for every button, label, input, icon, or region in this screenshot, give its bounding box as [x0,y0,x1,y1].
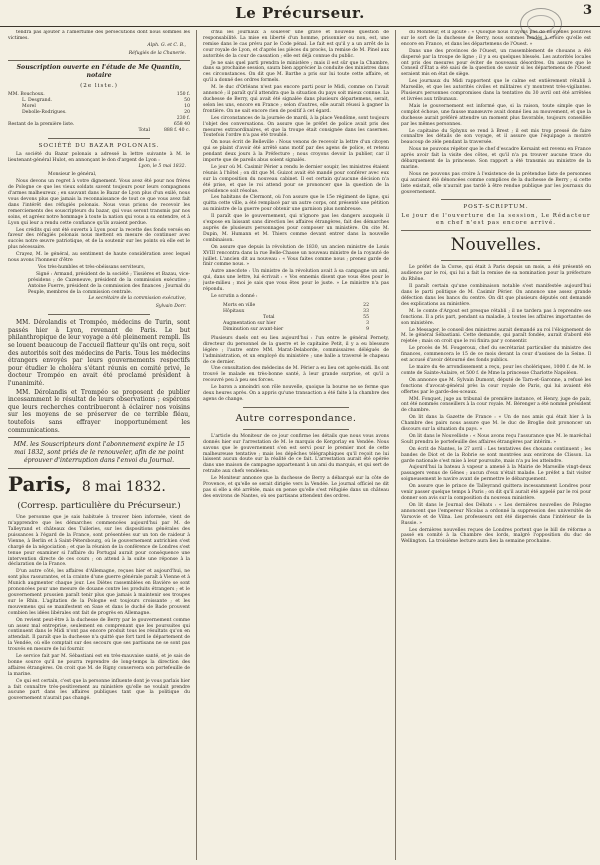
article-paragraph: Nous ne pouvons répéter que le chef d'escadre Kersaint est revenu en France après avoir fait la visite des côtes, et qu'il n'a pu trouver aucune trace du débarquement de la princesse. Son rapport a été transmis au ministre de la marine. [401,147,591,170]
article-paragraph: Le capitaine du Sphynx se rend à Brest ; il est mis trop pressé de faire connaître les détails de son voyage, et il assure que l'équipage a montré beaucoup de zèle pendant la traversée. [401,128,591,146]
total-amount: 888 f. 40 c. [163,127,190,133]
stat-label: Diminution sur avant-hier [223,326,284,332]
paris-paragraph: Une personne que je sais habituée à trouver bien informée, vient de m'apprendre que les démarches commencées aujourd'hui par M. de Talleyrand et châteaux des Tuileries, sur les dispositions générales des puissances à l'égard de la France, sont présentées sur un ton de raideur à Vienne, à Berlin et à Saint-Pétersbourg, où le gouvernement autrichien s'est chargé de la négociation ; et que la réunion de la conférence de Londres s'est tenue pour examiner si l'affaire du Portugal aurait pour conséquence une intervention directe de ces cours ; on attend à la suite une réponse à la déclaration de la France. [8,515,190,568]
subtotal-amount: 230 f. [176,115,190,121]
divider [8,60,190,61]
article-paragraph: Plusieurs duels ont eu lieu aujourd'hui : l'un entre le général Pernety, directeur du personnel de la guerre et le capitaine Petit, il y a eu blessure légère ; l'autre entre MM. Marat-Delaborde, commissaires délégués de l'administration, et un employé du ministère ; une balle a traversé le chapeau de ce dernier. [203,335,389,365]
article-paragraph: Mais le gouvernement est informé que, si la raison, toute simple que le complot échoue, une fausse manœuvre avait donné lieu au mouvement, et que la duchesse aurait préféré attendre un moment plus favorable, toujours conseillée par les mêmes personnes. [401,103,591,127]
stat-value: 55 [363,314,369,320]
bazar-place: Lyon, le 5 mai 1832. [138,164,186,170]
bazar-sig-name: Sylvain Dorr. [155,304,186,310]
article-paragraph: Je ne sais quel parti prendra le ministère ; mais il est sûr que la Chambre, dans sa prochaine session, saura bien apprécier la conduite des ministres dans ces circonstances. On dit que M. Barthe a pris sur lui toute cette affaire, et qu'il a donné des ordres formels. [203,60,389,84]
divider [401,230,591,231]
subscription-subtitle: (2e liste.) [80,82,118,89]
divider [48,314,150,315]
paris-date: 8 mai 1832. [81,479,166,496]
column-1 [8,30,190,860]
stat-value: 3 [366,320,369,326]
article-paragraph: Il paraît que le gouvernement, qui n'ignore pas les dangers auxquels il s'expose en laissant sans direction les affaires étrangères, fait des démarches auprès de plusieurs personnages pour composer un ministère. On cite M. Dupin, M. Humann et M. Thiers comme devant entrer dans la nouvelle combinaison. [203,214,389,243]
divider [441,199,551,200]
column-rule-1 [196,30,197,860]
derolandis-paragraph: MM. Dérolandis et Trompéo, médecins de Turin, sont passés hier à Lyon, revenant de Paris. Le but philanthropique de leur voyage a été pleinement rempli. Ils se louent beaucoup de l'accueil flatteur qu'ils ont reçu, soit des autorités soit des médecins de Paris. Tous les médecins étrangers envoyés par leurs gouvernements respectifs pour étudier le choléra s'étant réunis en comité privé, le docteur Trompéo en avait été proclamé président à l'unanimité. [8,319,190,388]
intro-signature-2: Réfugiés de la Chanerie. [128,50,186,56]
divider [8,468,190,469]
intro-paragraph: tendra pas ajouter à l'amertume des persécutions dont nous sommes les victimes. [8,30,190,41]
stat-label: Total [263,314,275,320]
intro-signature: Alph. G. et C. B., [147,42,186,48]
article-paragraph: Le jour où M. Casimir Périer a rendu le dernier soupir, les ministres étaient réunis à l'hôtel ; on dit que M. Guizot avait été mandé pour conférer avec eux sur la composition du nouveau cabinet. Il est certain qu'aucune décision n'a été prise, et que le roi attend pour se prononcer que la question de la présidence soit résolue. [203,164,389,194]
article-paragraph: L'article du Moniteur de ce jour confirme les détails que nous vous avons donnés hier sur l'arrestation de M. le marquis de Kergorlay en Vendée. Nous savons que le gouvernement s'en est servi pour le premier mot de cette malheureuse tentative ; mais les dépêches télégraphiques qu'il reçoit ne lui laissent aucun doute sur la réalité de ce fait. L'arrestation aurait été opérée dans une maison de campagne appartenant à un ami du marquis, et qui sert de retraite aux chefs vendéens. [203,433,389,475]
paris-heading [8,472,190,499]
postscript-title: POST-SCRIPTUM. [463,204,529,211]
news-paragraph: M. le comte d'Argout est presque rétabli ; il ne tardera pas à reprendre ses fonctions. Il a pris part, pendant sa maladie, à toutes les affaires importantes de son ministère. [401,308,591,326]
stat-value: 22 [363,302,369,308]
news-paragraph: On assure que le prince de Talleyrand quittera incessamment Londres pour venir passer quelque temps à Paris ; on dit qu'il aurait été appelé par le roi pour donner son avis sur la composition du nouveau ministère. [401,484,591,501]
correspondence-title: (Corresp. particulière du Précurseur.) [17,501,181,512]
derolandis-paragraph: MM. Dérolandis et Trompéo se proposent de publier incessamment le résultat de leurs observations ; espérons que leurs recherches contribueront à éclairer nos voisins sur les moyens de se préserver de ce terrible fléau, toutefois sans effrayer inopportunément les communications. [8,388,190,434]
news-paragraph: On annonce que M. Sylvain Dumont, député de Tarn-et-Garonne, a refusé les fonctions d'avocat-général près la cour royale de Paris, qui lui avaient été offertes par le garde-des-sceaux. [401,377,591,395]
newspaper-title: Le Précurseur. [235,4,365,22]
stat-label: Hôpitaux [223,308,245,314]
paris-paragraph: On revient peut-être à la duchesse de Berry par le gouvernement comme un assez mal entreprise, seulement en comprenant que les poursuites qui continuent dans le Midi n'ont pas encore produit tous les résultats qu'on en attendait. Il paraît que la duchesse n'a quitté que fort tard le département de la Vendée, où elle comptait sur des secours que ses partisans ne se sont pas trouvés en mesure de lui fournir. [8,617,190,653]
news-paragraph: Il paraît certain qu'une combinaison notable s'est manifestée aujourd'hui dans le parti politique de M. Casimir Périer. On annonce une assez grande défection dans les bancs du centre. On dit que plusieurs députés ont demandé des explications au ministère. [401,284,591,307]
subscriber-name: Debolle-Rodrigues. [22,109,67,115]
subscription-notice: MM. les Souscripteurs dont l'abonnement expire le 15 mai 1832, sont priés de le renouveler, afin de ne point éprouver d'interruption dans l'envoi du Journal. [13,441,185,465]
article-paragraph: On assure que depuis la révolution de 1830, un ancien ministre de Louis XVIII rencontra dans la rue Belle-Chasse un nouveau ministre de la royauté de juillet. L'ancien dit au nouveau : « Vous faites comme nous ; prenez garde de finir comme nous. » [203,244,389,268]
bazar-sig-title: Le secrétaire de la commission exécutive, [88,296,186,302]
article-paragraph: du Moniteur, et il ajoute : « Quoique nous n'ayons pas de nouvelles positives sur le sort de la duchesse de Berry, nous sommes fondés à croire qu'elle est encore en France, et dans les départemens de l'Ouest. » [401,30,591,47]
paris-paragraph: Ce qui est certain, c'est que la personne influente dont je vous parlais hier a fait connaître très-positivement au ministère qu'elle ne voulait prendre aucune part dans les affaires publiques tant que la politique du gouvernement n'aurait pas changé. [8,678,190,702]
bazar-salute: Monsieur le général, [48,172,97,178]
table-row [8,128,190,134]
news-paragraph: Le maire du 4e arrondissement a reçu, pour les cholériques, 1000 f. de M. le comte de Sainte-Aulaire, et 500 f. de Mme la princesse Charlotte Napoléon. [401,364,591,376]
article-paragraph: Autre anecdote : Un ministre de la révolution avait à sa campagne un ami, qui, dans une lettre, lui écrivait : « Vos ennemis disent que vous êtes pour le juste-milieu ; moi je sais que vous êtes pour le juste. » Le ministre n'a pas répondu. [203,269,389,293]
bazar-paragraph: La société du Bazar polonais a adressé la lettre suivante à M. le lieutenant-général Hulot, en annonçant le don d'argent de Lyon : [8,151,190,163]
subscriber-name: MM. Bouchoux. [8,91,45,97]
bazar-close: Vos très-humbles et très-obéissans serviteurs, [38,264,146,270]
cholera-statistics [203,303,389,333]
divider [48,138,150,139]
subscription-title: Souscription ouverte en l'étude de Me Quantin, notaire [16,63,182,79]
bazar-paragraph: Les crédits qui ont été ouverts à Lyon pour la recette des fonds versés en faveur des réfugiés polonais nous mettent en mesure de continuer avec succès notre œuvre patriotique, et de la soutenir sur les points où elle est le plus nécessaire. [8,227,190,251]
subscriber-amount: 10 [184,103,190,109]
previous-label: Restant de la première liste. [8,121,75,127]
total-label: Total [138,127,150,133]
stat-label: Morts en ville [223,302,256,308]
masthead [0,0,600,27]
bazar-paragraph: Nous devons un regret à votre dignement. Vous avez été pour nos frères de Pologne ce que les vieux soldats savent toujours pour leurs compagnons d'armes malheureux ; en sauvant dans le Bazar de Lyon plus d'un exilé, nous vous devons plus que jamais la reconnaissance de tout ce que vous avez fait dans l'intérêt des réfugiés polonais. Nous vous prions de recevoir les remerciements des souscripteurs du bazar, qui vous seront transmis par nos soins, et agréez notre hommage à toute la nation qui vous a su entendre, et à Lyon qui leur a rendu cette confiance qu'ils avaient perdue. [8,179,190,226]
article-paragraph: Les journaux du Midi rapportent que le calme est entièrement rétabli à Marseille, et que les autorités civiles et militaires s'y montrent très-vigilantes. Plusieurs personnes compromises dans la tentative du 30 avril ont été arrêtées et livrées aux tribunaux. [401,79,591,102]
news-paragraph: MM. Fonquet, juge au tribunal de première instance, et Henry, juge de paix, ont été nommés conseillers à la cour royale. M. Bérenger a été nommé président de chambre. [401,396,591,414]
article-paragraph: Le baron a amoindri son rôle nouvelle, quoique la bourse ne se ferme que deux heures après. On a appris qu'une transaction a été faite à la chambre des agens de change. [203,385,389,402]
list-item [203,327,389,333]
subscriber-amount: 150 f. [176,91,190,97]
subscriber-amount: 20 [184,109,190,115]
article-paragraph: M. le duc d'Orléans n'est pas encore parti pour le Midi, comme on l'avait annoncé ; il paraît qu'il attendra que la situation du pays soit mieux connue. La duchesse de Berry, qui avait été signalée dans plusieurs départemens, serait, selon les uns, encore en France ; selon d'autres, elle aurait réussi à gagner la frontière. On ne sait encore rien de positif à cet égard. [203,85,389,114]
column-2 [203,30,389,860]
article-paragraph: Une consultation des médecins de M. Périer a eu lieu cet après-midi. Ils ont trouvé le malade en très-bonne santé, à leur grande surprise, et qu'il a recouvré peu à peu ses forces. [203,366,389,384]
stat-value: 33 [363,308,369,314]
subscriber-amount: 50 [184,97,190,103]
news-paragraph: On lit dans le Journal des Débats : « Les dernières nouvelles de Pologne annoncent que l'empereur Nicolas a ordonné la suppression des universités de Varsovie et de Vilna. Les professeurs ont été dispersés dans l'intérieur de la Russie. » [401,502,591,526]
postscript-subtitle: Le jour de l'ouverture de la session, Le Rédacteur en chef n'est pas encore arrivé. [401,213,591,227]
news-paragraph: Aujourd'hui la bateau à vapeur a amené à la Mairie de Marseille vingt-deux passagers venus de Gênes ; aucun d'eux n'était malade. Le préfet a fait visiter soigneusement le navire avant de permettre le débarquement. [401,465,591,483]
page-number: 3 [582,3,592,18]
article-paragraph: On nous écrit de Belleville : Nous venons de recevoir la lettre d'un citoyen qui se plaint d'avoir été arrêté sans motif par des agens de police, et retenu pendant deux jours à la Préfecture ; nous croyons devoir la publier, car il importe que de pareils abus soient signalés. [203,140,389,164]
divider [243,407,349,408]
article-paragraph: Dans une des provinces de l'Ouest, un rassemblement de chouans a été dispersé par la troupe de ligne ; il y a eu quelques blessés. Les autorités locales ont pris des mesures pour éviter de nouveaux désordres. On assure que le Conseil d'État a été saisi de la question de savoir si les départemens de l'Ouest seraient mis en état de siège. [401,48,591,78]
news-paragraph: Le Messager, le conseil des ministres aurait demandé au roi l'éloignement de M. le général Sébastiani. Cette demande, qui paraît fondée, aurait d'abord été rejetée ; mais on croit que le roi finira par y consentir. [401,327,591,345]
news-paragraph: On écrit de Nantes, le 27 avril : Les tentatives des chouans continuent ; les bandes de Diot et de la Robrie se sont montrées aux environs de Clisson. La garde nationale s'est mise à leur poursuite, mais n'a pu les atteindre. [401,446,591,464]
stat-label: Augmentation sur hier [223,320,276,326]
article-paragraph: Les habitans de Clermont, où l'on assure que le 15e régiment de ligne, qui quitta cette ville, a été remplacé par un autre corps, ont présenté une pétition au ministre de la guerre pour obtenir une garnison plus nombreuse. [203,195,389,213]
article-paragraph: Le Moniteur annonce que la duchesse de Berry a débarqué sur la côte de Provence, et qu'elle se serait dirigée vers la Vendée. Le journal officiel ne dit pas si elle a été arrêtée, mais on pense qu'elle s'est réfugiée dans un château des environs de Nantes, où ses partisans attendent des ordres. [203,476,389,499]
nouvelles-title: Nouvelles. [450,235,542,256]
divider [8,437,190,438]
bazar-paragraph: Crayez, M. le général, au sentiment de haute considération avec lequel nous avons l'honneur d'être [8,252,190,264]
column-3 [401,30,591,860]
column-rule-2 [395,30,396,860]
bazar-title: SOCIÉTÉ DU BAZAR POLONAIS. [38,142,160,149]
news-paragraph: On lit dans la Gazette de France : « Un de nos amis qui était hier à la Chambre des pairs nous assure que M. le duc de Broglie doit prononcer un discours sur la situation du pays. » [401,415,591,433]
subscriber-name: Morel [22,103,36,109]
subscriber-name: L. Desgrand. [22,97,52,103]
divider [243,429,349,430]
news-paragraph: Le procès de M. Fougeroux, chef du secrétariat particulier du ministre des finances, commencera le 15 de ce mois devant la cour d'assises de la Seine. Il est accusé d'avoir détourné des fonds publics. [401,346,591,364]
divider [441,260,551,261]
news-paragraph: On lit dans le Nouvelliste : « Nous avons reçu l'assurance que M. le maréchal Soult prendra le portefeuille des affaires étrangères par intérim. » [401,433,591,445]
previous-amount: 658 40 [173,121,190,127]
article-paragraph: Les circonstances de la journée de mardi, à la place Vendôme, sont toujours l'objet des conversations. On assure que le préfet de police avait pris des mesures extraordinaires, et que la troupe était consignée dans les casernes. Toutefois l'ordre n'a pas été troublé. [203,115,389,139]
news-paragraph: Les dernières nouvelles reçues de Londres portent que le bill de réforme a passé en comité à la Chambre des lords, malgré l'opposition du duc de Wellington. La troisième lecture aura lieu la semaine prochaine. [401,527,591,545]
article-paragraph: d'hui les journaux à soulever une grave et nouvelle question de responsabilité. La mise en liberté d'un homme, prisonnier ou non, est, une remise dans le cas prévu par le Code pénal. Le fait est qu'il y a un arrêt de la cour royale de Lyon, et d'après les pièces du procès, la remise de M. Pinel aux autorités de la cour de cassation ; elle est déjà connue du public. [203,30,389,59]
paris-paragraph: Le service fait par M. Sébastiani est en très-mauvaise santé, et je sais de bonne source qu'il ne pourra reprendre de long-temps la direction des affaires étrangères. On croit que M. de Rigny conservera son portefeuille de la marine. [8,654,190,677]
paris-title: Paris, [8,472,72,497]
article-paragraph: Nous ne pouvons pas croire à l'existence de la prétendue liste de personnes qui auraient été dénoncées comme complices de la duchesse de Berry ; si cette liste existait, elle n'aurait pas tardé à être rendue publique par les journaux du gouvernement. [401,171,591,195]
subscription-table [8,92,190,134]
stat-value: 9 [366,326,369,332]
news-paragraph: Le préfet de la Corse, qui était à Paris depuis un mois, a été présenté en audience par le roi, qui lui a fait la remise de sa nomination pour la préfecture du Rhône. [401,265,591,283]
vote-header: Le scrutin a donné : [211,293,258,299]
bazar-signers: Signé : Armand, président de la société ; Tissières et Bazau, vice-présidens ; de Cazeneuve, président de la commission exécutive ; Antoine Fuerre, président de la commission des finances ; Journal du Peuple, membres de la commission centrale. [28,271,190,295]
paris-paragraph: D'un autre côté, les affaires d'Allemagne, reçues hier et aujourd'hui, ne sont plus rassurantes, et la crainte d'une guerre générale paraît à Vienne et à Munich augmenter chaque jour. Les Diètes rassemblées en Bavière se sont prononcées pour une mesure de douane contre les produits étrangers ; et le gouvernement prussien paraît tenir plus que jamais à maintenir ses troupes sur le Rhin. L'agitation de la Pologne est toujours croissante ; et les mouvemens qui se manifestent en Saxe et dans le duché de Bade prouvent combien les idées libérales ont fait de progrès en Allemagne. [8,569,190,616]
section-title: Autre correspondance. [235,412,357,424]
